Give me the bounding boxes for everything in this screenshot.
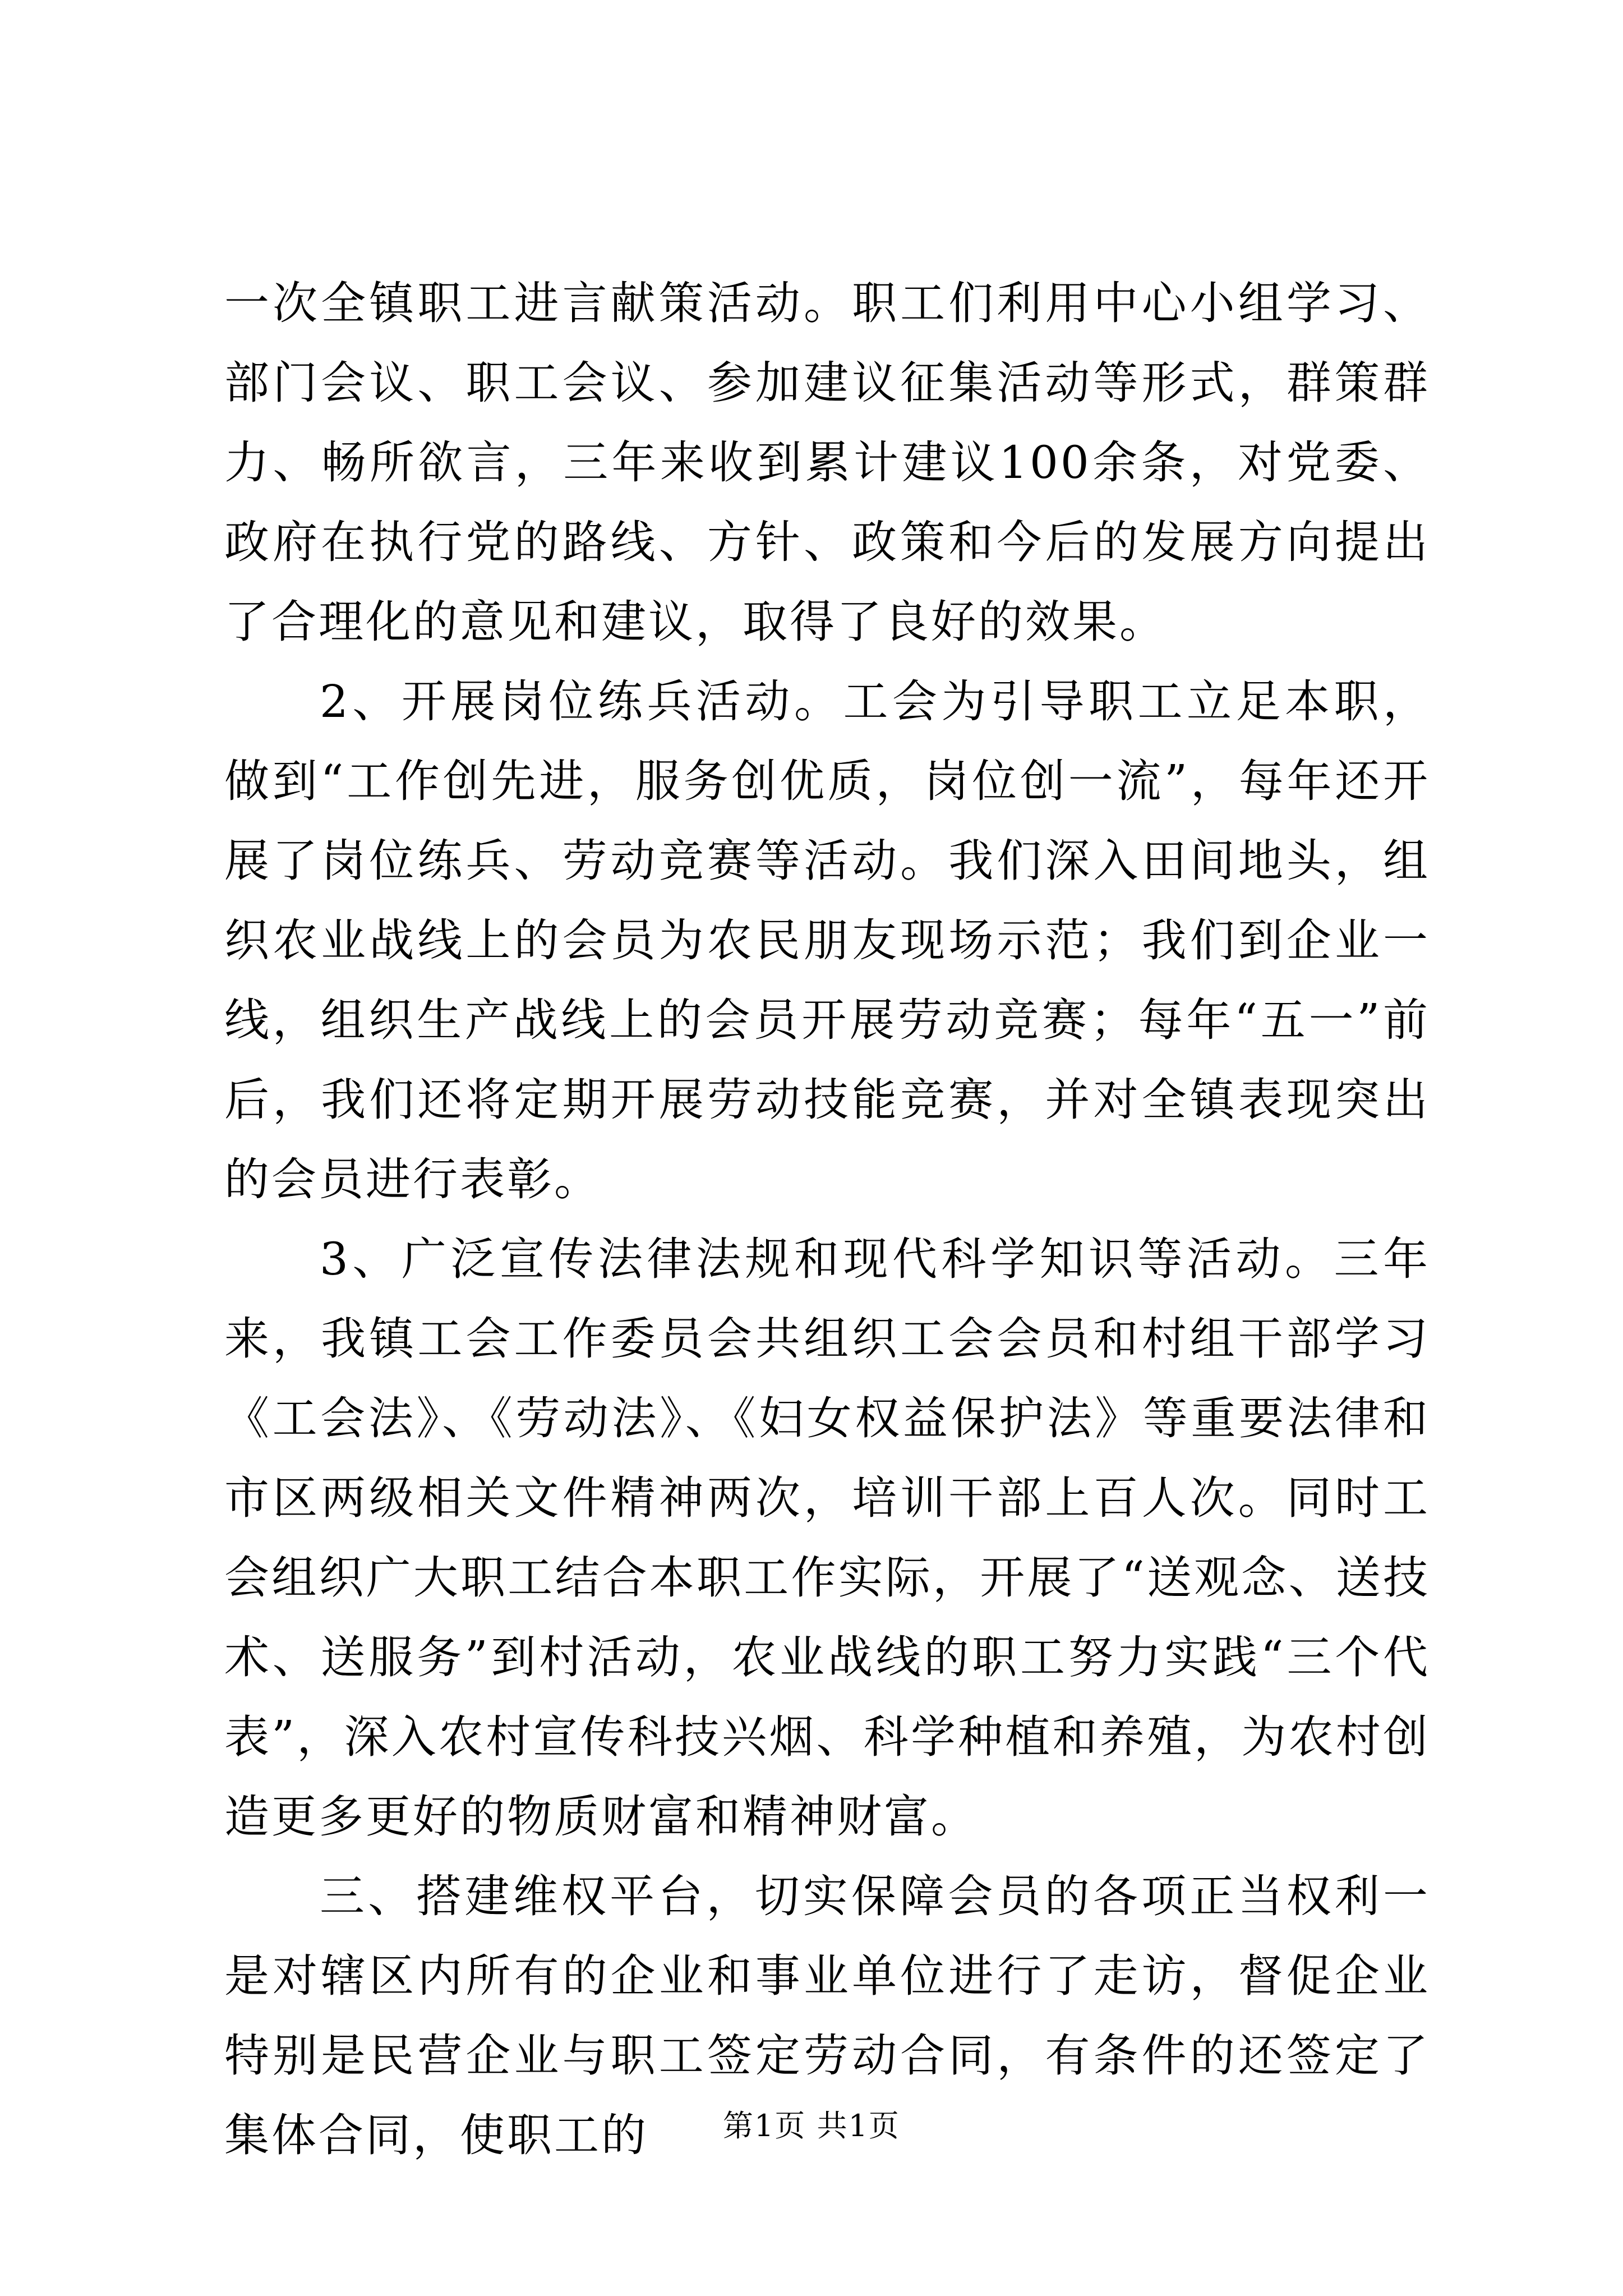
document-body (224, 264, 1430, 2175)
page-footer: 第1页 共1页 (723, 2108, 900, 2143)
paragraph-job-training: 2、开展岗位练兵活动。工会为引导职工立足本职，做到“工作创先进，服务创优质，岗位创一流”，每年还开展了岗位练兵、劳动竞赛等活动。我们深入田间地头，组织农业战线上的会员为农民朋友现场示范；我们到企业一线，组织生产战线上的会员开展劳动竞赛；每年“五一”前后，我们还将定期开展劳动技能竞赛，并对全镇表现突出的会员进行表彰。 (224, 675, 1430, 1205)
paragraph-continuation: 一次全镇职工进言献策活动。职工们利用中心小组学习、部门会议、职工会议、参加建议征集活动等形式，群策群力、畅所欲言，三年来收到累计建议100余条，对党委、政府在执行党的路线、方针、政策和今后的发展方向提出了合理化的意见和建议，取得了良好的效果。 (224, 277, 1430, 648)
paragraph-law-publicity: 3、广泛宣传法律法规和现代科学知识等活动。三年来，我镇工会工作委员会共组织工会会员和村组干部学习《工会法》、《劳动法》、《妇女权益保护法》等重要法律和市区两级相关文件精神两次，培训干部上百人次。同时工会组织广大职工结合本职工作实际，开展了“送观念、送技术、送服务”到村活动，农业战线的职工努力实践“三个代表”，深入农村宣传科技兴烟、科学种植和养殖，为农村创造更多更好的物质财富和精神财富。 (224, 1233, 1430, 1843)
paragraph-rights-platform: 三、搭建维权平台，切实保障会员的各项正当权利一是对辖区内所有的企业和事业单位进行了走访，督促企业特别是民营企业与职工签定劳动合同，有条件的还签定了集体合同，使职工的 (224, 1870, 1430, 2161)
